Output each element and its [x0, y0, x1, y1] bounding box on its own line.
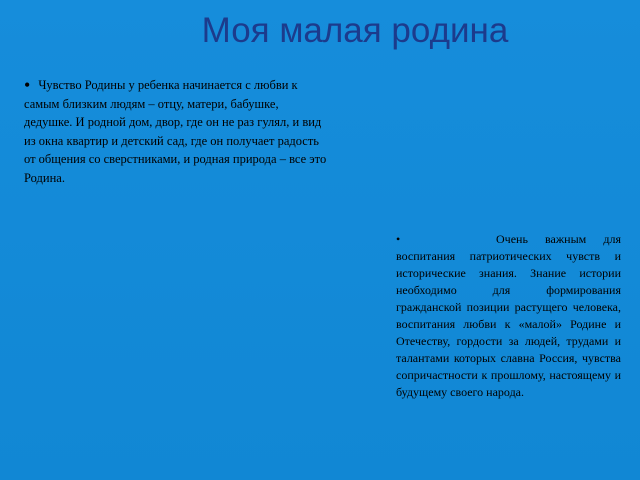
left-text-block: [24, 76, 330, 187]
left-paragraph: Чувство Родины у ребенка начинается с любви к самым близким людям – отцу, матери, бабушке, дедушке. И родной дом, двор, где он не раз гулял, и вид из окна квартир и детский сад, где он получает радость от общения со сверстниками, и родная природа – все это Родина.: [24, 78, 327, 185]
bullet-icon: •: [396, 232, 401, 246]
bullet-icon: •: [24, 75, 31, 95]
right-paragraph: Очень важным для воспитания патриотических чувств и исторические знания. Знание истории необходимо для формирования гражданской позиции растущего человека, воспитания любви к «малой» Родине и Отечеству, гордости за людей, трудами и талантами которых славна Россия, чувства сопричастности к прошлому, настоящему и будущему своего народа.: [396, 232, 621, 399]
right-text-block: [396, 231, 621, 401]
slide-title: Моя малая родина: [201, 11, 509, 50]
